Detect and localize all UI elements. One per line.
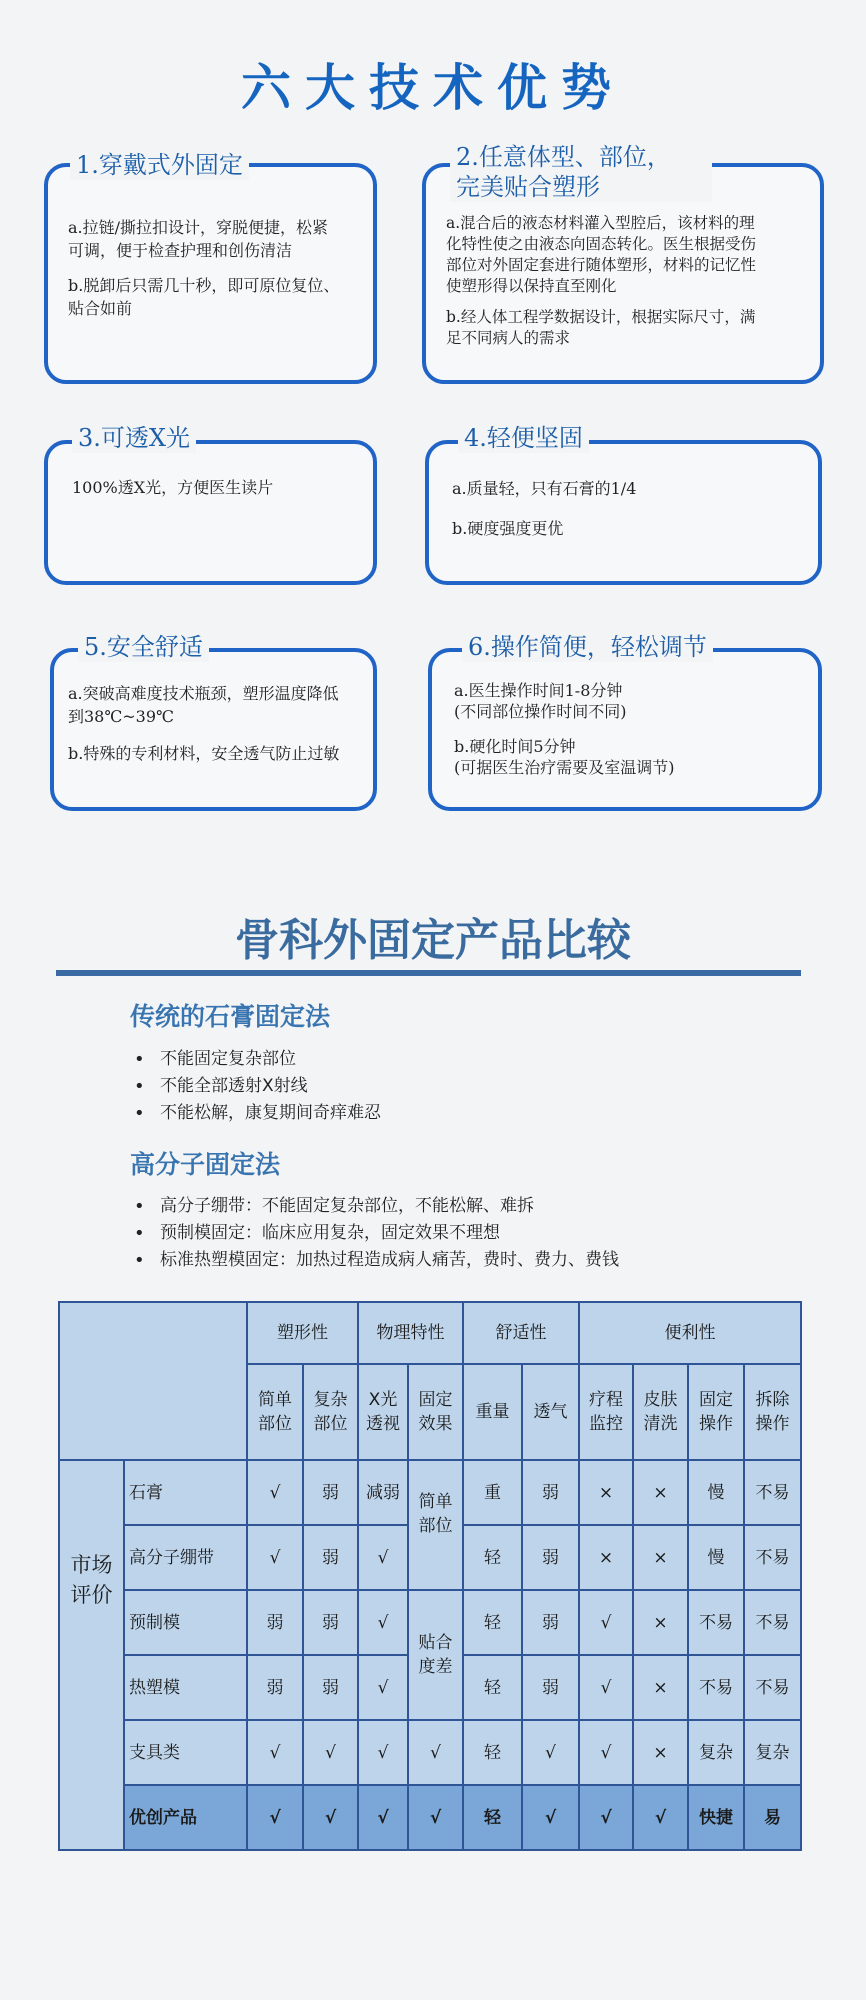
table-row-highlight — [59, 1785, 801, 1850]
table-group-header: 便利性 — [579, 1302, 801, 1364]
table-cell: √ — [579, 1785, 633, 1850]
advantage-point: a.混合后的液态材料灌入型腔后，该材料的理 化特性使之由液态向固态转化。医生根据受伤 部位对外固定套进行随体塑形，材料的记忆性 使塑形得以保持直至刚化 — [446, 214, 757, 295]
list-item: • 不能固定复杂部位 — [130, 1046, 381, 1073]
table-cell: 重 — [463, 1460, 522, 1525]
table-cell: × — [579, 1525, 633, 1590]
table-cell: 不易 — [744, 1525, 801, 1590]
table-cell: √ — [303, 1785, 358, 1850]
table-cell: √ — [579, 1655, 633, 1720]
advantage-card-1-body — [68, 216, 368, 332]
table-column-header: 拆除 操作 — [744, 1364, 801, 1460]
polymer-method-list — [130, 1193, 619, 1274]
table-column-header: 重量 — [463, 1364, 522, 1460]
table-cell: 弱 — [303, 1590, 358, 1655]
table-cell: 慢 — [688, 1525, 744, 1590]
table-column-header: 固定 效果 — [408, 1364, 463, 1460]
table-cell: √ — [358, 1785, 408, 1850]
table-cell: √ — [522, 1720, 579, 1785]
table-cell: 快捷 — [688, 1785, 744, 1850]
table-cell: 不易 — [744, 1655, 801, 1720]
table-cell: 慢 — [688, 1460, 744, 1525]
traditional-method-list — [130, 1046, 381, 1127]
table-cell: √ — [358, 1655, 408, 1720]
table-cell: × — [579, 1460, 633, 1525]
advantage-point: a.医生操作时间1-8分钟 (不同部位操作时间不同) — [454, 681, 627, 721]
table-cell: √ — [522, 1785, 579, 1850]
table-cell: 减弱 — [358, 1460, 408, 1525]
table-cell: × — [633, 1720, 688, 1785]
advantage-card-4-body — [452, 477, 792, 552]
advantage-card-3-title: 3.可透X光 — [72, 423, 196, 453]
advantage-card-5-title: 5.安全舒适 — [78, 632, 209, 662]
table-cell: 弱 — [522, 1590, 579, 1655]
table-cell: 易 — [744, 1785, 801, 1850]
table-cell: 弱 — [522, 1525, 579, 1590]
product-name: 高分子绷带 — [124, 1525, 247, 1590]
table-cell: √ — [408, 1785, 463, 1850]
table-cell: √ — [579, 1720, 633, 1785]
table-cell: √ — [247, 1720, 303, 1785]
advantage-point: b.经人体工程学数据设计，根据实际尺寸，满 足不同病人的需求 — [446, 308, 756, 347]
advantage-card-3 — [44, 440, 377, 585]
table-cell: 轻 — [463, 1785, 522, 1850]
table-cell: × — [633, 1590, 688, 1655]
traditional-method-title: 传统的石膏固定法 — [130, 1002, 331, 1031]
table-cell: √ — [408, 1720, 463, 1785]
table-row — [59, 1590, 801, 1655]
advantage-card-5-body — [68, 682, 373, 777]
table-cell: 弱 — [303, 1655, 358, 1720]
list-item: • 不能松解，康复期间奇痒难忍 — [130, 1100, 381, 1127]
advantage-point: a.质量轻，只有石膏的1/4 — [452, 479, 637, 498]
table-cell: 弱 — [247, 1655, 303, 1720]
advantage-point: b.脱卸后只需几十秒，即可原位复位、 贴合如前 — [68, 276, 340, 318]
table-merged-cell: 简单 部位 — [408, 1460, 463, 1590]
product-name: 石膏 — [124, 1460, 247, 1525]
product-name: 支具类 — [124, 1720, 247, 1785]
table-cell: 轻 — [463, 1720, 522, 1785]
table-group-header: 舒适性 — [463, 1302, 579, 1364]
list-item: • 高分子绷带：不能固定复杂部位，不能松解、难拆 — [130, 1193, 619, 1220]
table-row-group-label: 市场 评价 — [59, 1460, 124, 1850]
comparison-table — [58, 1301, 802, 1851]
table-cell: 不易 — [688, 1590, 744, 1655]
table-cell: × — [633, 1460, 688, 1525]
table-column-header: 复杂 部位 — [303, 1364, 358, 1460]
advantage-point: b.特殊的专利材料，安全透气防止过敏 — [68, 744, 340, 763]
advantage-point: b.硬度强度更优 — [452, 519, 564, 538]
advantage-point: 100%透X光，方便医生读片 — [72, 478, 274, 497]
advantage-card-6-title: 6.操作简便，轻松调节 — [462, 632, 713, 662]
table-group-header: 物理特性 — [358, 1302, 463, 1364]
advantage-point: a.突破高难度技术瓶颈，塑形温度降低 到38℃~39℃ — [68, 684, 339, 726]
title-divider — [56, 970, 801, 976]
polymer-method-title: 高分子固定法 — [130, 1150, 281, 1179]
table-column-header: 皮肤 清洗 — [633, 1364, 688, 1460]
table-column-header: X光 透视 — [358, 1364, 408, 1460]
table-cell: √ — [633, 1785, 688, 1850]
advantage-point: b.硬化时间5分钟 (可据医生治疗需要及室温调节) — [454, 737, 675, 777]
advantage-card-4-title: 4.轻便坚固 — [458, 423, 589, 453]
table-column-header: 固定 操作 — [688, 1364, 744, 1460]
list-item: • 预制模固定：临床应用复杂，固定效果不理想 — [130, 1220, 619, 1247]
advantage-card-6-body — [454, 680, 804, 790]
list-item: • 标准热塑模固定：加热过程造成病人痛苦，费时、费力、费钱 — [130, 1247, 619, 1274]
table-cell: √ — [358, 1720, 408, 1785]
table-cell: 弱 — [247, 1590, 303, 1655]
advantage-card-3-body — [72, 476, 362, 511]
table-cell: √ — [579, 1590, 633, 1655]
table-cell: 弱 — [522, 1655, 579, 1720]
comparison-title: 骨科外固定产品比较 — [235, 915, 631, 966]
table-cell: √ — [358, 1590, 408, 1655]
product-name: 优创产品 — [124, 1785, 247, 1850]
table-cell: 不易 — [688, 1655, 744, 1720]
table-row — [59, 1460, 801, 1525]
table-group-header-row — [59, 1302, 801, 1364]
table-cell: 弱 — [522, 1460, 579, 1525]
table-cell: 轻 — [463, 1655, 522, 1720]
advantage-point: a.拉链/撕拉扣设计，穿脱便捷，松紧 可调，便于检查护理和创伤清洁 — [68, 218, 329, 260]
table-merged-cell: 贴合 度差 — [408, 1590, 463, 1720]
main-title: 六大技术优势 — [241, 58, 625, 117]
table-cell: √ — [247, 1785, 303, 1850]
table-cell: × — [633, 1525, 688, 1590]
table-cell: 弱 — [303, 1525, 358, 1590]
table-cell: 轻 — [463, 1590, 522, 1655]
product-name: 热塑模 — [124, 1655, 247, 1720]
list-item: • 不能全部透射X射线 — [130, 1073, 381, 1100]
table-cell: √ — [358, 1525, 408, 1590]
table-cell: × — [633, 1655, 688, 1720]
table-column-header: 疗程 监控 — [579, 1364, 633, 1460]
table-cell: 复杂 — [688, 1720, 744, 1785]
table-cell: 不易 — [744, 1590, 801, 1655]
advantage-card-1-title: 1.穿戴式外固定 — [70, 150, 249, 180]
table-column-header: 透气 — [522, 1364, 579, 1460]
table-row — [59, 1720, 801, 1785]
table-cell: √ — [247, 1460, 303, 1525]
table-corner-cell — [59, 1302, 247, 1460]
table-cell: 复杂 — [744, 1720, 801, 1785]
table-cell: 轻 — [463, 1525, 522, 1590]
table-cell: √ — [303, 1720, 358, 1785]
table-group-header: 塑形性 — [247, 1302, 358, 1364]
table-cell: 弱 — [303, 1460, 358, 1525]
table-column-header: 简单 部位 — [247, 1364, 303, 1460]
table-cell: √ — [247, 1525, 303, 1590]
product-name: 预制模 — [124, 1590, 247, 1655]
table-cell: 不易 — [744, 1460, 801, 1525]
advantage-card-2-body — [446, 213, 816, 361]
advantage-card-2-title: 2.任意体型、部位， 完美贴合塑形 — [450, 142, 712, 202]
